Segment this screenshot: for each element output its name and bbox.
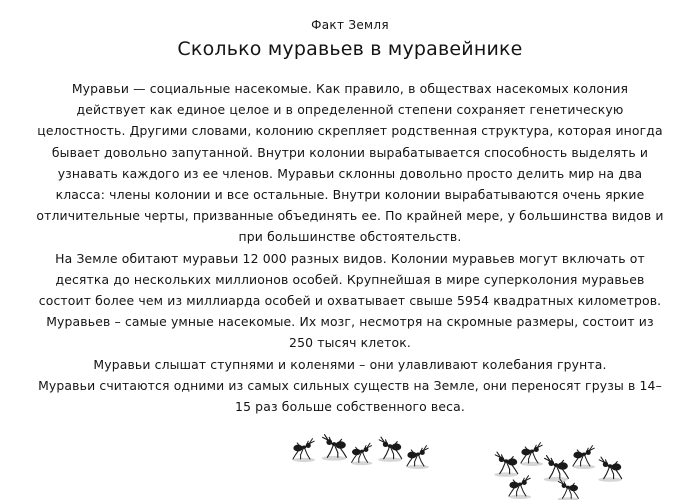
ant-drawing — [558, 479, 579, 500]
fact-body — [36, 78, 664, 417]
ant-drawing — [509, 476, 531, 499]
paragraph-brain: Муравьев – самые умные насекомые. Их мозг, несмотря на скромные размеры, состоит из 250 тысяч клеток. — [46, 314, 654, 351]
ant-drawing — [494, 452, 517, 477]
ant-drawing — [521, 443, 543, 466]
ant-drawing — [322, 435, 347, 461]
ant-drawing — [407, 446, 429, 469]
ant-drawing — [293, 439, 315, 462]
ant-drawing — [378, 437, 401, 462]
paragraph-hearing: Муравьи слышат ступнями и коленями – они улавливают колебания грунта. — [93, 356, 607, 372]
fact-kicker: Факт Земля — [311, 18, 389, 32]
ant-drawing — [573, 446, 595, 469]
ant-drawing — [352, 443, 373, 465]
ant-drawing — [544, 456, 569, 482]
paragraph-strength: Муравьи считаются одними из самых сильных существ на Земле, они переносят грузы в 14–15 раз больше собственного веса. — [38, 377, 662, 415]
paragraph-social: Муравьи — социальные насекомые. Как правило, в обществах насекомых колония действует как единое целое и в определенной степени сохраняет генетическую целостность. Другими словами, колонию скрепляет родственная структура, которая иногда бывает довольно запутанной. Внутри колонии вырабатывается способность выделять и узнавать каждого из ее членов. Муравьи склонны довольно просто делить мир на два класса: члены колонии и все остальные. Внутри колонии вырабатываются очень яркие отличительные черты, призванные объединять ее. По крайней мере, у большинства видов и при большинстве обстоятельств. — [36, 81, 664, 245]
paragraph-species: На Земле обитают муравьи 12 000 разных видов. Колонии муравьев могут включать от десятка до нескольких миллионов особей. Крупнейшая в мире суперколония муравьев состоит более чем из миллиарда особей и охватывает свыше 5954 квадратных километров. — [38, 250, 662, 309]
ant-drawing — [598, 457, 621, 482]
page-title: Сколько муравьев в муравейнике — [177, 38, 523, 60]
